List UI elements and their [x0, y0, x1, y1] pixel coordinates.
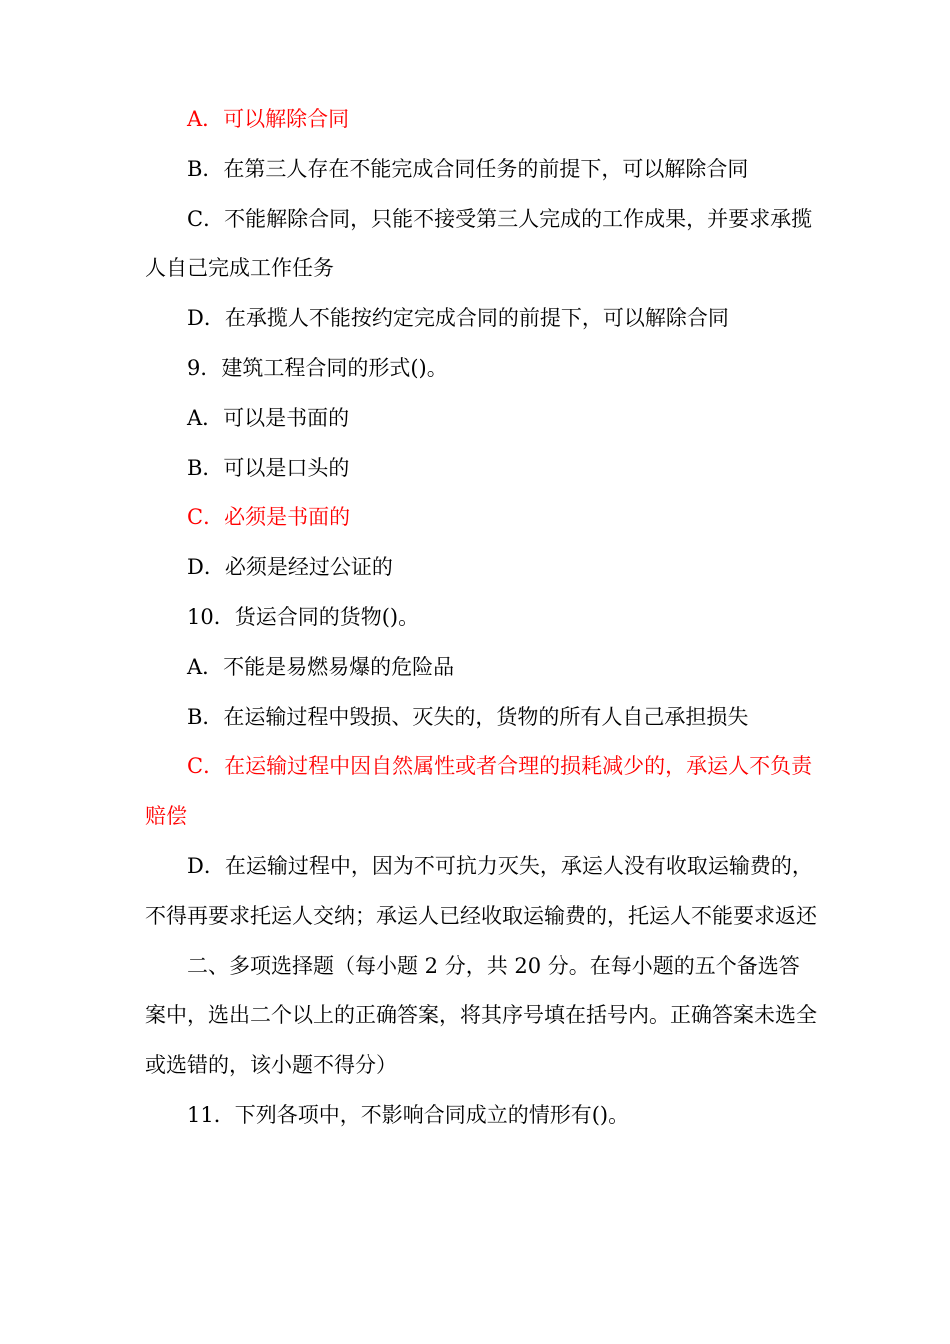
question-9: 9．建筑工程合同的形式()。 [187, 355, 448, 380]
question-10: 10．货运合同的货物()。 [187, 604, 420, 629]
option-b-q10: B．在运输过程中毁损、灭失的，货物的所有人自己承担损失 [187, 704, 749, 729]
question-11: 11．下列各项中，不影响合同成立的情形有()。 [187, 1102, 630, 1127]
option-c-q10-answer: C．在运输过程中因自然属性或者合理的损耗减少的，承运人不负责赔偿 [145, 754, 813, 829]
option-a-q9: A．可以是书面的 [187, 405, 350, 430]
section-heading-multiple-choice: 二、多项选择题（每小题 2 分，共 20 分。在每小题的五个备选答案中，选出二个以上的正确答案，将其序号填在括号内。正确答案未选全或选错的，该小题不得分） [145, 953, 817, 1078]
option-c-q9-answer: C．必须是书面的 [187, 505, 351, 530]
option-a-q8-answer: A．可以解除合同 [187, 107, 350, 131]
option-a-q10: A．不能是易燃易爆的危险品 [187, 654, 455, 679]
option-b-q8: B．在第三人存在不能完成合同任务的前提下，可以解除合同 [187, 156, 749, 181]
option-d-q9: D．必须是经过公证的 [187, 555, 393, 580]
option-b-q9: B．可以是口头的 [187, 455, 350, 480]
option-c-q8: C．不能解除合同，只能不接受第三人完成的工作成果，并要求承揽人自己完成工作任务 [145, 206, 813, 281]
document-body [145, 95, 820, 1141]
option-d-q10: D．在运输过程中，因为不可抗力灭失，承运人没有收取运输费的，不得再要求托运人交纳；承运人已经收取运输费的，托运人不能要求返还 [145, 853, 817, 928]
option-d-q8: D．在承揽人不能按约定完成合同的前提下，可以解除合同 [187, 306, 729, 331]
